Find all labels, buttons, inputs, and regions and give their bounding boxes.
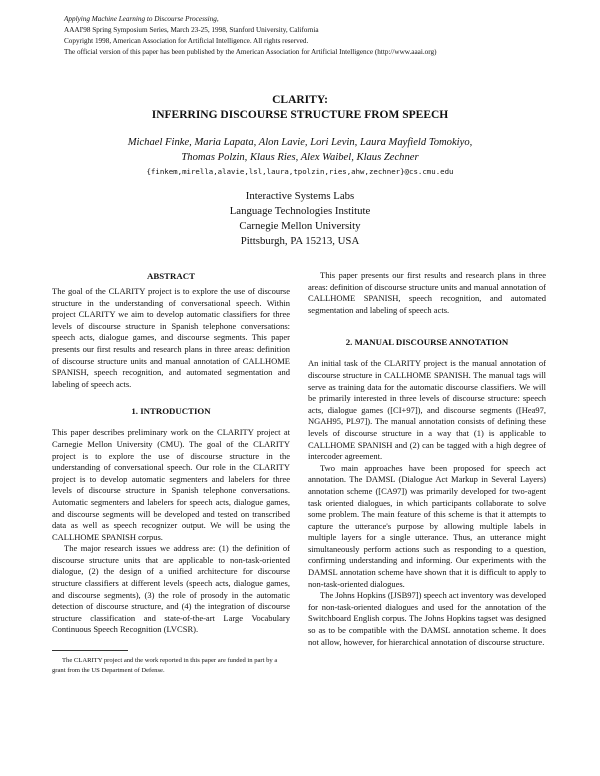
affiliation-line-1: Interactive Systems Labs (245, 190, 355, 202)
affiliation-line-2: Language Technologies Institute (229, 205, 371, 217)
section-2-heading: 2. MANUAL DISCOURSE ANNOTATION (345, 337, 509, 348)
affiliation-line-3: Carnegie Mellon University (239, 220, 361, 232)
right-intro-paragraph: This paper presents our first results and research plans in three areas: definition of discourse structure units and manual annotation of CALLHOME SPANISH, speech recognition, and automated segmentation and labeling of speech acts. (308, 270, 546, 315)
affiliation-line-4: Pittsburgh, PA 15213, USA (240, 235, 360, 247)
footnote: The CLARITY project and the work reported in this paper are funded in part by a grant from the US Department of Defense. (52, 657, 278, 674)
proceedings-header (64, 14, 544, 58)
intro-paragraph-2: The major research issues we address are: (1) the definition of discourse structure units that are applicable to non-task-oriented dialogue, (2) the design of a unified architecture for discourse structure classifiers at different levels (speech acts, dialogue games, and discourse segments), (3) the role of prosody in the automatic detection of discourse structure, and (4) the integration of discourse structure classification and state-of-the-art Large Vocabulary Continuous Speech Recognition (LVCSR). (52, 543, 290, 635)
intro-heading: 1. INTRODUCTION (131, 406, 211, 417)
section-2-paragraph-2: Two main approaches have been proposed for speech act annotation. The DAMSL (Dialogue Act Markup in Several Layers) annotation scheme ([CA97]) was primarily developed for two-agent task oriented dialogues, in which participants collaborate to solve some problem. The main feature of this scheme is that it attempts to capture the utterance's purpose by allowing multiple labels in multiple layers for a single utterance. Thus, an utterance might simultaneously perform actions such as responding to a question, confirming understanding and informing. Our experiments with the DAMSL annotation scheme have shown that it is difficult to apply to non-task-oriented dialogues. (308, 462, 546, 589)
header-line-2: AAAI'98 Spring Symposium Series, March 23-25, 1998, Stanford University, California (64, 26, 319, 34)
footnote-rule (52, 650, 128, 651)
left-column (52, 270, 290, 636)
header-line-1: Applying Machine Learning to Discourse Processing, (64, 15, 219, 23)
abstract-text: The goal of the CLARITY project is to explore the use of discourse structure in the understanding of conversational speech. Within project CLARITY we aim to develop automatic classifiers for three levels of discourse structure in Spanish telephone conversations: speech acts, dialogue games, and discourse segments. This paper presents our first results and research plans in three areas: definition of discourse structure units and manual annotation of CALLHOME SPANISH, speech recognition, and automated segmentation and labeling of speech acts. (52, 286, 290, 389)
intro-paragraph-1: This paper describes preliminary work on the CLARITY project at Carnegie Mellon University (CMU). The goal of the CLARITY project is to explore the use of discourse structure in the understanding of conversational speech. Our role in the CLARITY project is to develop automatic segmenters and labelers for three levels of discourse structure in Spanish telephone conversations. Automatic segmenters and labelers for speech acts, dialogue games, and discourse segments will be developed and tested on transcribed data as well as speech recognizer output. We will be using the CALLHOME SPANISH corpus. (52, 427, 290, 542)
paper-title-line-1: CLARITY: (272, 94, 328, 106)
authors-line-2: Thomas Polzin, Klaus Ries, Alex Waibel, Klaus Zechner (181, 152, 419, 163)
section-2-paragraph-3: The Johns Hopkins ([JSB97]) speech act inventory was developed for non-task-oriented dialogues and used for the annotation of the Switchboard English corpus. The Johns Hopkins tagset was designed so as to be compatible with the DAMSL annotation scheme. It does not allow, however, for hierarchical annotation of discourse structure. (308, 590, 546, 647)
author-emails: {finkem,mirella,alavie,lsl,laura,tpolzin,ries,ahw,zechner}@cs.cmu.edu (146, 167, 454, 176)
paper-title-line-2: INFERRING DISCOURSE STRUCTURE FROM SPEECH (151, 109, 449, 121)
header-line-3: Copyright 1998, American Association for Artificial Intelligence. All rights reserved. (64, 37, 309, 45)
abstract-heading: ABSTRACT (147, 271, 195, 281)
authors-line-1: Michael Finke, Maria Lapata, Alon Lavie, Lori Levin, Laura Mayfield Tomokiyo, (127, 137, 473, 148)
header-line-4: The official version of this paper has been published by the American Association for Artificial Intelligence (http://www.aaai.org) (64, 48, 437, 56)
right-column (308, 270, 546, 648)
section-2-paragraph-1: An initial task of the CLARITY project is the manual annotation of discourse structure in CALLHOME SPANISH. The manual tags will serve as training data for the automatic discourse classifiers. We will be primarily interested in three levels of discourse structure: speech acts, dialogue games ([CI+97]), and discourse segments ([Hea97, NGAH95, PL97]). The manual annotation consists of defining these levels of discourse structure in a way that (1) is applicable to CALLHOME SPANISH and (2) can be tagged with a high degree of intercoder agreement. (308, 358, 546, 462)
